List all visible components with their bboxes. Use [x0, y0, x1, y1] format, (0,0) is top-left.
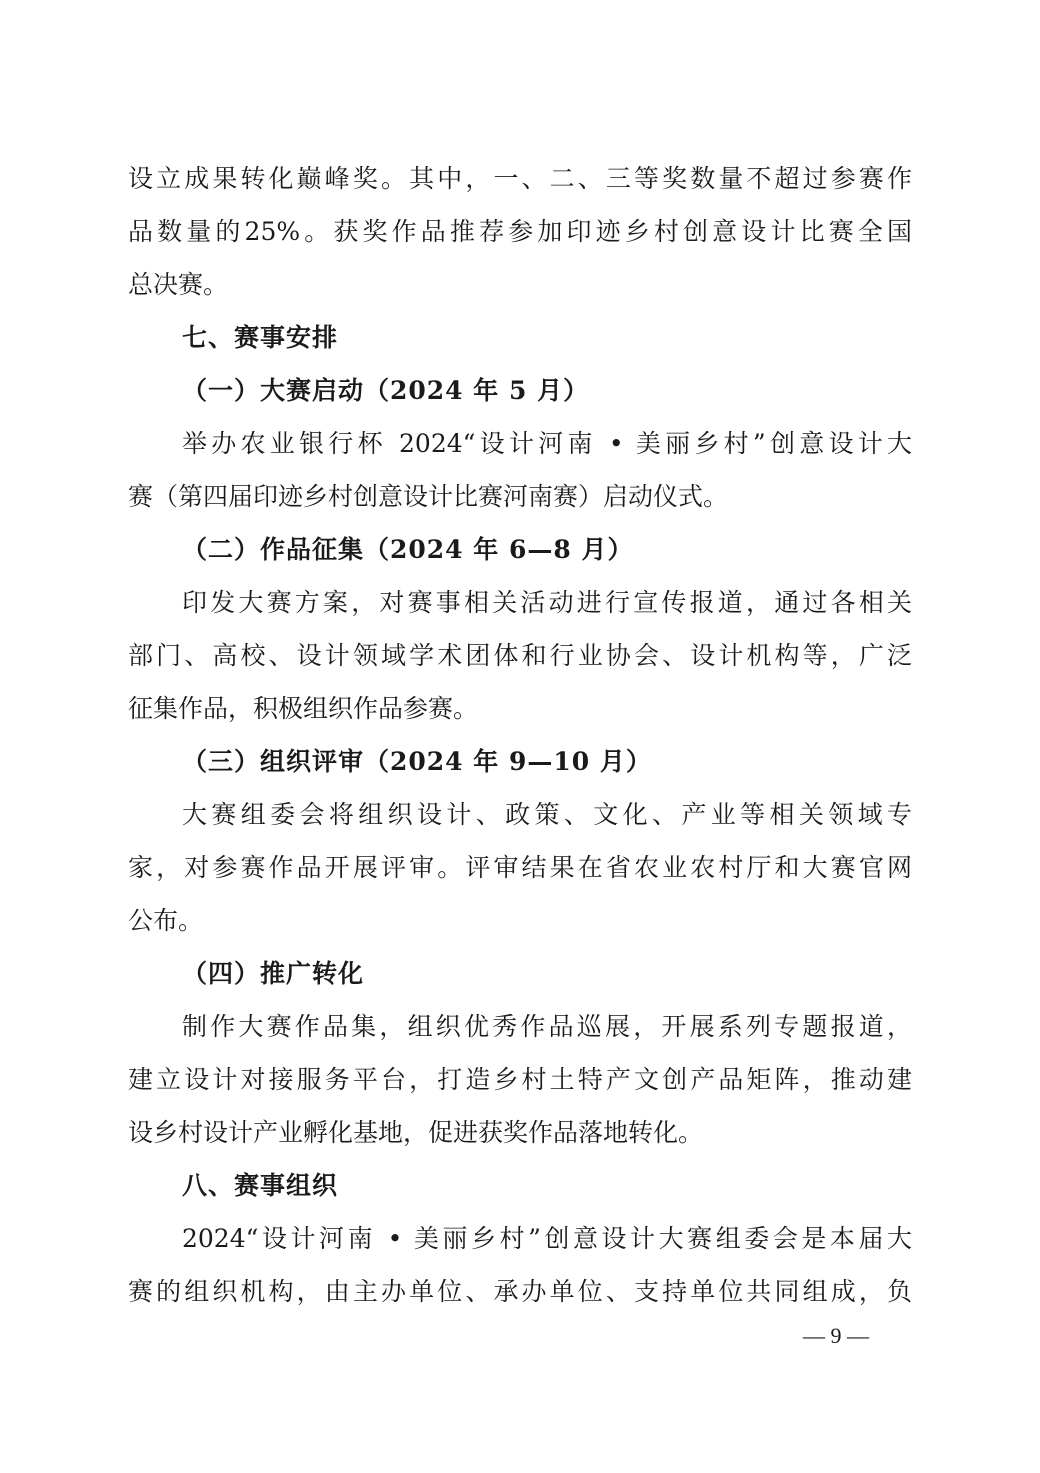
paragraph-line: 2024“设计河南 • 美丽乡村”创意设计大赛组委会是本届大: [182, 1224, 912, 1253]
paragraph-line: 建立设计对接服务平台，打造乡村土特产文创产品矩阵，推动建: [128, 1065, 912, 1094]
paragraph-line: 设立成果转化巅峰奖。其中，一、二、三等奖数量不超过参赛作: [128, 164, 912, 193]
paragraph-line: 部门、高校、设计领域学术团体和行业协会、设计机构等，广泛: [128, 641, 912, 670]
paragraph-line: 赛的组织机构，由主办单位、承办单位、支持单位共同组成，负: [128, 1277, 912, 1306]
subsection-heading: （一）大赛启动（2024 年 5 月）: [182, 376, 590, 405]
paragraph-line: 设乡村设计产业孵化基地，促进获奖作品落地转化。: [128, 1118, 704, 1147]
paragraph-line: 品数量的25%。获奖作品推荐参加印迹乡村创意设计比赛全国: [128, 217, 912, 246]
paragraph-line: 大赛组委会将组织设计、政策、文化、产业等相关领域专: [182, 800, 912, 829]
paragraph-line: 公布。: [128, 906, 204, 935]
paragraph-line: 征集作品，积极组织作品参赛。: [128, 694, 479, 723]
paragraph-line: 制作大赛作品集，组织优秀作品巡展，开展系列专题报道，: [182, 1012, 912, 1041]
subsection-heading: （四）推广转化: [182, 959, 365, 988]
paragraph-line: 印发大赛方案，对赛事相关活动进行宣传报道，通过各相关: [182, 588, 912, 617]
paragraph-line: 赛（第四届印迹乡村创意设计比赛河南赛）启动仪式。: [128, 482, 729, 511]
paragraph-line: 总决赛。: [128, 270, 229, 299]
subsection-heading: （三）组织评审（2024 年 9—10 月）: [182, 747, 652, 776]
section-heading: 八、赛事组织: [182, 1171, 339, 1200]
paragraph-line: 举办农业银行杯 2024“设计河南 • 美丽乡村”创意设计大: [182, 429, 912, 458]
paragraph-line: 家，对参赛作品开展评审。评审结果在省农业农村厅和大赛官网: [128, 853, 912, 882]
section-heading: 七、赛事安排: [182, 323, 339, 352]
subsection-heading: （二）作品征集（2024 年 6—8 月）: [182, 535, 634, 564]
page-number: — 9 —: [803, 1323, 869, 1348]
